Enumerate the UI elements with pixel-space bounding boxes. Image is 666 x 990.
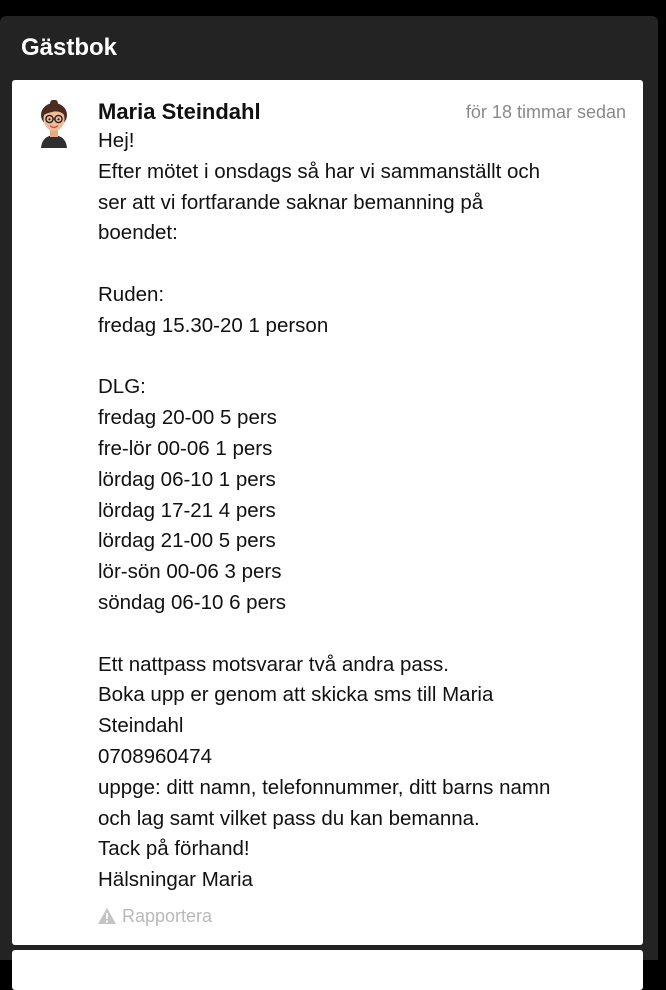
message-line: Hej! xyxy=(98,129,135,152)
message-line: söndag 06-10 6 pers xyxy=(98,590,287,614)
message-line: fredag 15.30-20 1 person xyxy=(98,313,329,337)
message-line xyxy=(98,249,633,280)
guestbook-post xyxy=(12,80,643,945)
post-message xyxy=(98,126,633,896)
message-line: lördag 21-00 5 pers xyxy=(98,529,276,553)
message-line: och lag samt vilket pass du kan bemanna. xyxy=(98,806,480,830)
message-line: Ruden: xyxy=(98,282,165,306)
message-line: Boka upp er genom att skicka sms till Maria xyxy=(98,683,494,707)
panel-title: Gästbok xyxy=(21,34,118,61)
warning-triangle-icon xyxy=(97,907,117,925)
report-label: Rapportera xyxy=(122,906,213,926)
post-author[interactable]: Maria Steindahl xyxy=(98,99,261,124)
message-line: lör-sön 00-06 3 pers xyxy=(98,560,282,584)
message-line: 0708960474 xyxy=(98,744,213,768)
message-line: uppge: ditt namn, telefonnummer, ditt barns namn xyxy=(98,775,551,799)
avatar-icon xyxy=(37,100,71,148)
message-line xyxy=(98,619,633,650)
post-timestamp: för 18 timmar sedan xyxy=(465,102,626,122)
message-line xyxy=(98,342,633,373)
guestbook-panel xyxy=(0,16,658,960)
message-line: DLG: xyxy=(98,375,146,399)
message-line: lördag 17-21 4 pers xyxy=(98,498,276,522)
message-line: lördag 06-10 1 pers xyxy=(98,467,276,491)
message-line: Tack på förhand! xyxy=(98,837,250,861)
message-line: ser att vi fortfarande saknar bemanning på xyxy=(98,190,484,214)
message-line: Efter mötet i onsdags så har vi sammanställt och xyxy=(98,159,541,183)
message-line: Ett nattpass motsvarar två andra pass. xyxy=(98,652,449,676)
report-link[interactable] xyxy=(97,905,212,927)
message-line: fre-lör 00-06 1 pers xyxy=(98,436,273,460)
message-line: Hälsningar Maria xyxy=(98,868,253,892)
avatar[interactable] xyxy=(37,100,71,148)
next-post-card xyxy=(12,950,643,990)
message-line: Steindahl xyxy=(98,714,184,738)
message-line: fredag 20-00 5 pers xyxy=(98,406,277,430)
message-line: boendet: xyxy=(98,221,178,245)
